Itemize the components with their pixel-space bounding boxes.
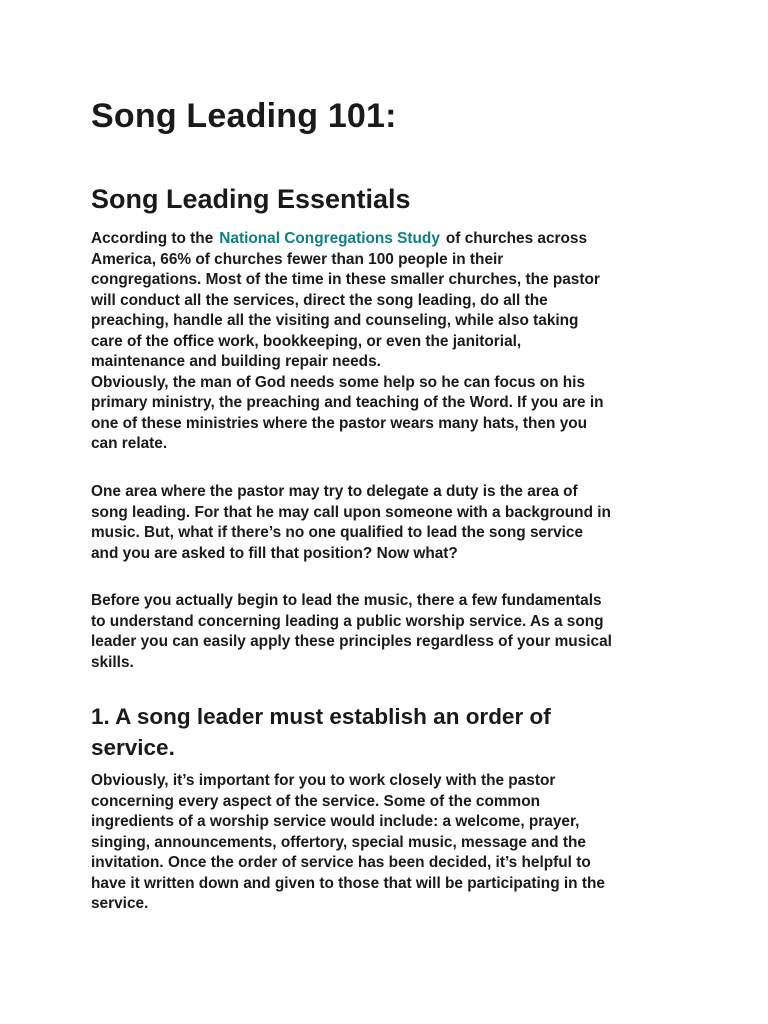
- paragraph-line: and you are asked to fill that position? Now what?: [91, 544, 458, 562]
- intro-text-rest: of churches across: [445, 230, 588, 247]
- paragraph-line: service.: [91, 895, 149, 912]
- paragraph-line: preaching, handle all the visiting and counseling, while also taking: [91, 312, 579, 329]
- national-congregations-study-link[interactable]: National Congregations Study: [219, 230, 440, 247]
- section-heading-line: 1. A song leader must establish an order of: [91, 704, 551, 729]
- paragraph-line: ingredients of a worship service would include: a welcome, prayer,: [91, 813, 580, 830]
- paragraph-line: singing, announcements, offertory, special music, message and the: [91, 833, 586, 851]
- paragraph-fundamentals: [91, 591, 691, 673]
- paragraph-line: primary ministry, the preaching and teaching of the Word. If you are in: [91, 394, 604, 411]
- paragraph-line: America, 66% of churches fewer than 100 people in their: [91, 250, 504, 268]
- section-heading-order-of-service: [91, 701, 691, 763]
- paragraph-line: Before you actually begin to lead the music, there a few fundamentals: [91, 592, 602, 609]
- paragraph-line: congregations. Most of the time in these smaller churches, the pastor: [91, 271, 600, 288]
- paragraph-line: can relate.: [91, 435, 168, 452]
- paragraph-line: to understand concerning leading a public worship service. As a song: [91, 612, 604, 630]
- page-title: Song Leading 101:: [91, 97, 397, 135]
- paragraph-line: [91, 229, 691, 250]
- paragraph-line: one of these ministries where the pastor wears many hats, then you: [91, 414, 588, 432]
- paragraph-line: invitation. Once the order of service has been decided, it’s helpful to: [91, 854, 591, 871]
- page-subtitle: Song Leading Essentials: [91, 184, 411, 214]
- paragraph-line: care of the office work, bookkeeping, or even the janitorial,: [91, 332, 522, 350]
- paragraph-line: One area where the pastor may try to delegate a duty is the area of: [91, 483, 578, 500]
- paragraph-line: have it written down and given to those that will be participating in the: [91, 874, 605, 892]
- paragraph-intro: [91, 229, 691, 455]
- paragraph-line: music. But, what if there’s no one qualified to lead the song service: [91, 524, 584, 541]
- paragraph-line: Obviously, it’s important for you to work closely with the pastor: [91, 772, 556, 789]
- paragraph-line: Obviously, the man of God needs some help so he can focus on his: [91, 373, 586, 391]
- paragraph-line: song leading. For that he may call upon someone with a background in: [91, 503, 611, 521]
- paragraph-line: leader you can easily apply these principles regardless of your musical: [91, 633, 612, 650]
- paragraph-delegate: [91, 482, 691, 564]
- paragraph-line: concerning every aspect of the service. Some of the common: [91, 792, 541, 810]
- paragraph-line: will conduct all the services, direct the song leading, do all the: [91, 291, 548, 309]
- paragraph-line: maintenance and building repair needs.: [91, 353, 381, 370]
- intro-text: According to the: [91, 230, 214, 247]
- paragraph-line: skills.: [91, 653, 134, 671]
- section-heading-line: service.: [91, 735, 175, 760]
- paragraph-order-of-service: [91, 771, 691, 915]
